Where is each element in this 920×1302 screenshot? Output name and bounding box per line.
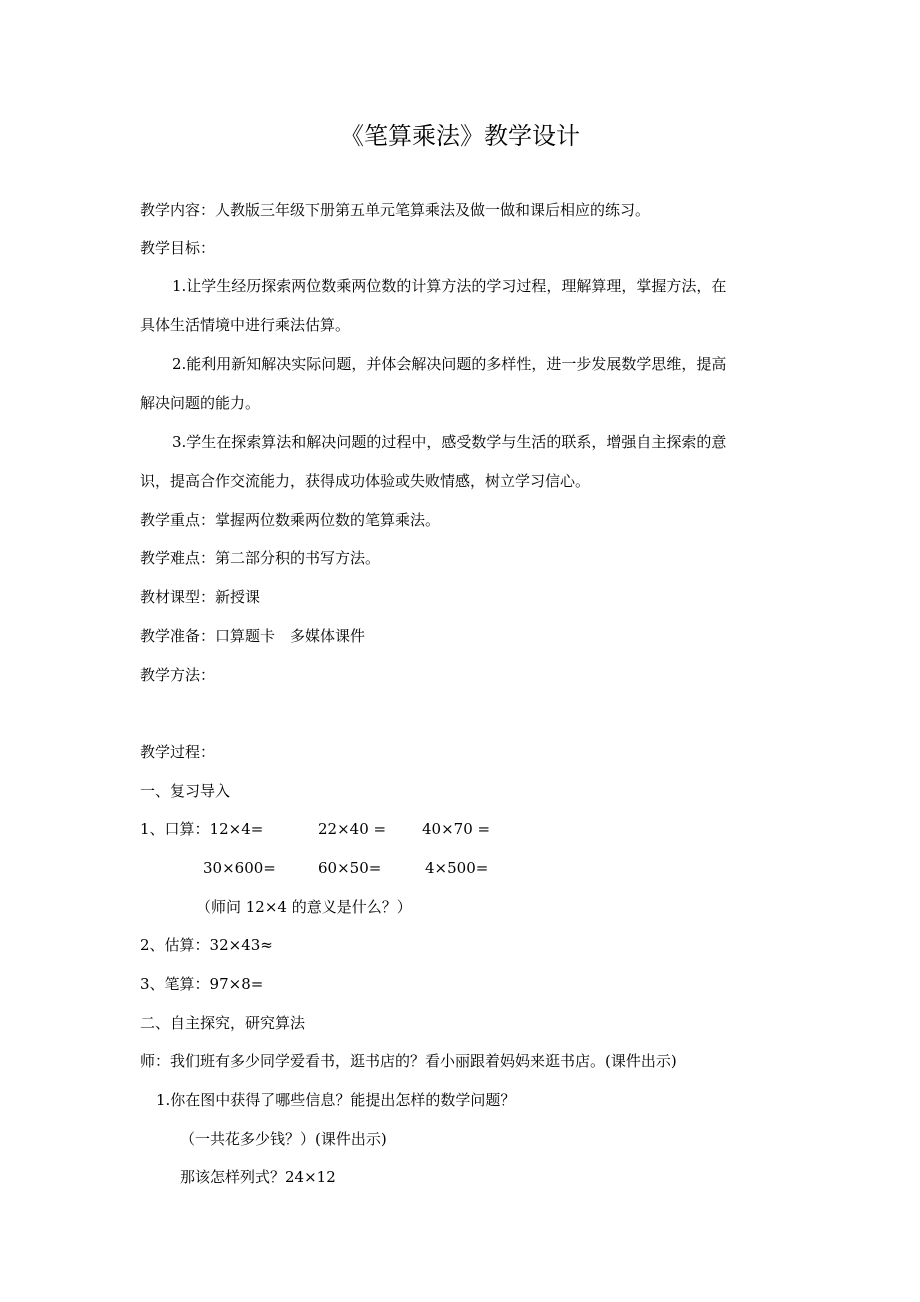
goal-1-line-1	[172, 275, 768, 297]
goal-2-line-2: 解决问题的能力。	[140, 394, 261, 412]
goals-heading: 教学目标：	[140, 239, 216, 257]
goal-3-line-1: 3.学生在探索算法和解决问题的过程中，感受数学与生活的联系，增强自主探索的意	[172, 433, 727, 451]
formula-line: 那该怎样列式？24×12	[180, 1168, 336, 1186]
oral-calc-6: 4×500=	[425, 859, 489, 877]
document-title: 《笔算乘法》教学设计	[340, 122, 580, 150]
section-1-heading: 一、复习导入	[140, 782, 231, 800]
oral-calc-5: 60×50=	[318, 859, 382, 877]
oral-calc-3: 40×70 =	[422, 820, 491, 838]
preparation: 教学准备：口算题卡 多媒体课件	[140, 627, 366, 645]
key-point: 教学重点：掌握两位数乘两位数的笔算乘法。	[140, 511, 441, 529]
estimate-line: 2、估算：32×43≈	[140, 936, 273, 954]
teaching-content: 教学内容：人教版三年级下册第五单元笔算乘法及做一做和课后相应的练习。	[140, 201, 651, 219]
lesson-type: 教材课型：新授课	[140, 588, 261, 606]
oral-calc-label: 1、口算：12×4=	[140, 820, 264, 838]
oral-calc-2: 22×40 =	[318, 820, 387, 838]
difficulty: 教学难点：第二部分积的书写方法。	[140, 549, 381, 567]
section-2-heading: 二、自主探究，研究算法	[140, 1014, 306, 1032]
goal-2-line-1: 2.能利用新知解决实际问题，并体会解决问题的多样性，进一步发展数学思维，提高	[172, 355, 727, 373]
written-calc-line: 3、笔算：97×8=	[140, 975, 264, 993]
goal-3-line-2: 识，提高合作交流能力，获得成功体验或失败情感，树立学习信心。	[140, 472, 591, 490]
goal-1-text: 1.让学生经历探索两位数乘两位数的计算方法的学习过程，理解算理，掌握方法，在	[172, 277, 727, 295]
goal-1-line-2: 具体生活情境中进行乘法估算。	[140, 316, 351, 334]
question-1-note: （一共花多少钱？）(课件出示)	[180, 1130, 387, 1148]
question-1: 1.你在图中获得了哪些信息？能提出怎样的数学问题？	[156, 1091, 516, 1109]
oral-calc-note: （师问 12×4 的意义是什么？）	[196, 898, 412, 916]
teacher-line: 师：我们班有多少同学爱看书，逛书店的？看小丽跟着妈妈来逛书店。(课件出示)	[140, 1052, 677, 1070]
oral-calc-4: 30×600=	[203, 859, 276, 877]
teaching-method: 教学方法：	[140, 666, 216, 684]
teaching-process: 教学过程：	[140, 743, 216, 761]
